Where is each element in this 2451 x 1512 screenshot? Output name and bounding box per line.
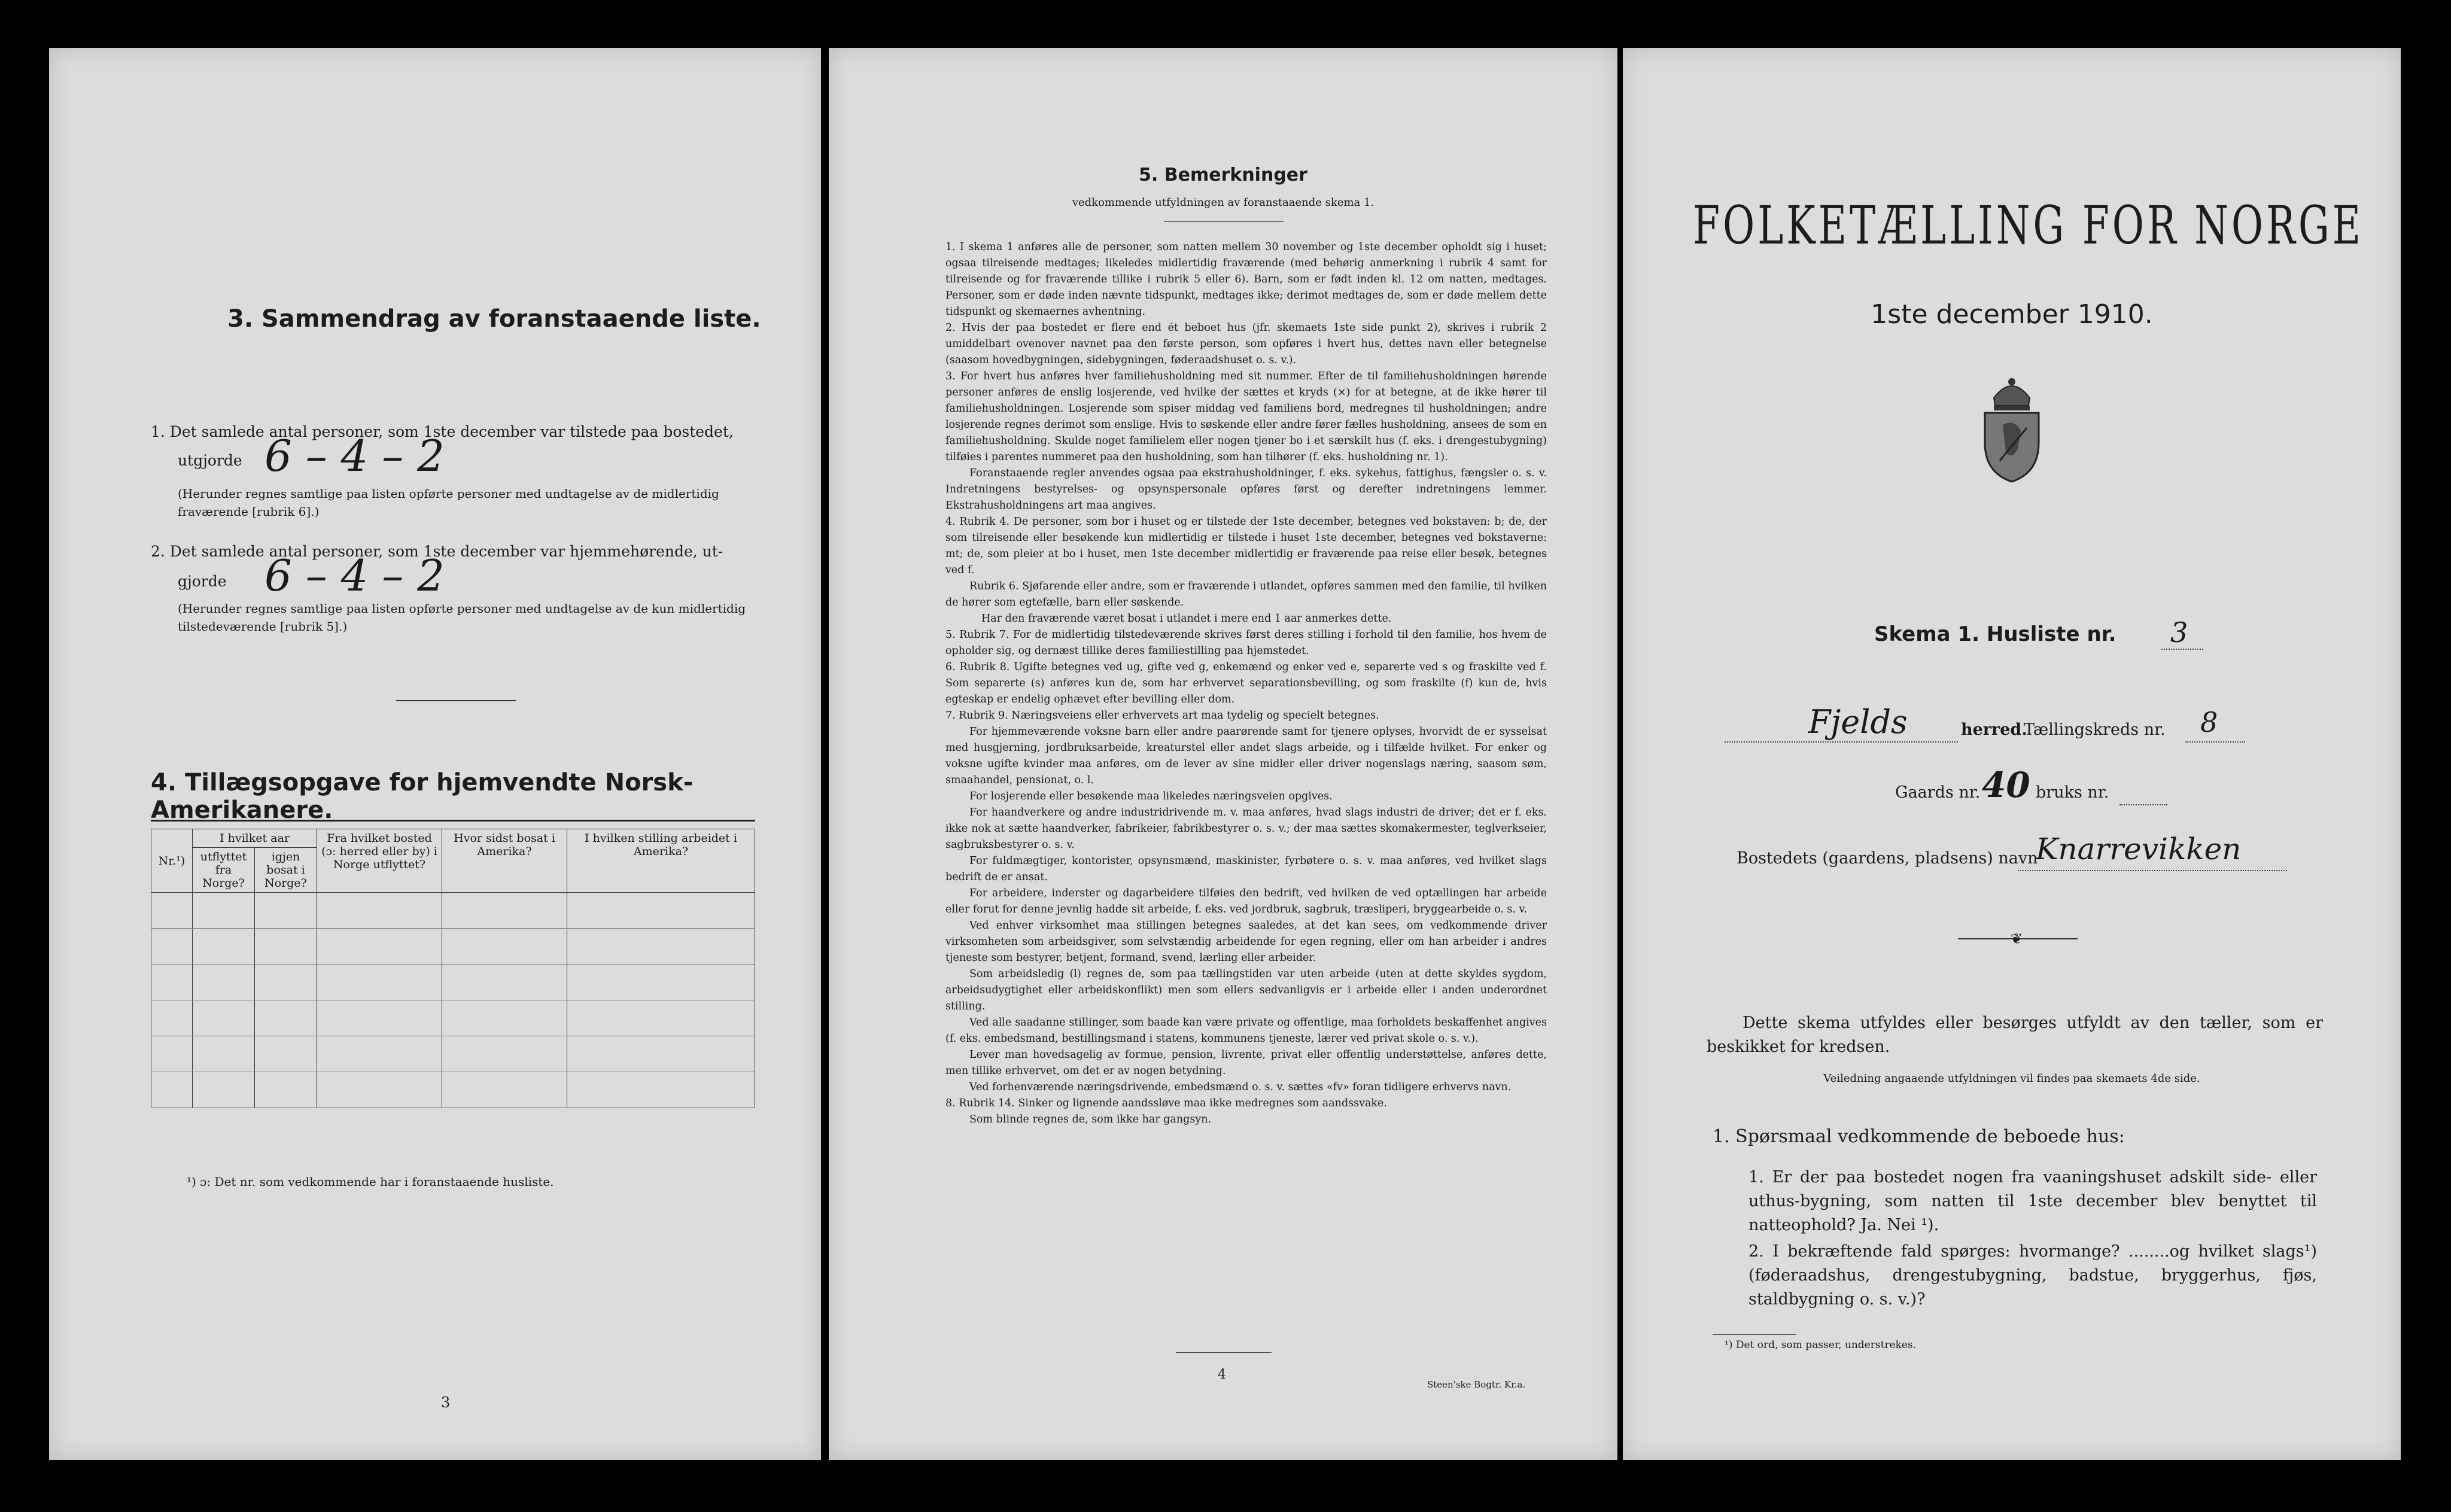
remark-4c: Har den fraværende været bosat i utlandet i mere end 1 aar anmerkes dette. xyxy=(981,613,1392,625)
table-row xyxy=(151,893,755,929)
remark-8b: Som blinde regnes de, som ikke har gangsyn. xyxy=(969,1114,1212,1125)
remark-4: 4. Rubrik 4. De personer, som bor i huset og er tilstede der 1ste december, betegnes ved bokstaven: b; de, der som tilreisende eller besøkende kun midlertidig er tilstede i huset 1ste december, betegnes ved bokstaverne: mt; de, som pleier at bo i huset, men 1ste december midlertidig er fraværende paa reise eller besøk, betegnes ved f. xyxy=(945,516,1547,576)
remark-7f: For arbeidere, inderster og dagarbeidere tilføies den bedrift, ved hvilken de ved optællingen har arbeide eller forut for denne jevnlig hadde sit arbeide, f. eks. ved jordbruk, sagbruk, træsliperi, bryggearbeide o. s. v. xyxy=(945,887,1547,915)
left-page xyxy=(49,48,821,1460)
table-footnote: ¹) ɔ: Det nr. som vedkommende har i foranstaaende husliste. xyxy=(187,1175,554,1189)
remark-7: 7. Rubrik 9. Næringsveiens eller erhvervets art maa tydelig og specielt betegnes. xyxy=(945,710,1379,722)
husliste-nr-value: 3 xyxy=(2170,616,2188,649)
item2-prefix: gjorde xyxy=(178,573,227,590)
item1-note: (Herunder regnes samtlige paa listen opførte personer med undtagelse av de midlertidig fraværende [rubrik 6].) xyxy=(178,486,719,519)
item1-prefix: utgjorde xyxy=(178,452,242,469)
census-date: 1ste december 1910. xyxy=(1871,299,2153,330)
remarks-subtitle: vedkommende utfyldningen av foranstaaende skema 1. xyxy=(1072,196,1374,209)
remark-1: 1. I skema 1 anføres alle de personer, som natten mellem 30 november og 1ste december opholdt sig i huset; ogsaa tilreisende medtages; likeledes midlertidig fraværende (med behørig anmerkning i rubrik 4 samt for tilreisende og for fraværende tillike i rubrik 5 eller 6). Barn, som er født inden kl. 12 om natten, medtages. Personer, som er døde inden nævnte tidspunkt, medtages ikke; derimot medtages de, som er døde mellem dette tidspunkt og skemaernes avhentning. xyxy=(945,241,1547,318)
remark-4b: Rubrik 6. Sjøfarende eller andre, som er fraværende i utlandet, opføres sammen med den familie, til hvilken de hører som egtefælle, barn eller søskende. xyxy=(945,580,1547,609)
divider xyxy=(396,700,516,701)
subtitle-rule xyxy=(1164,221,1284,222)
remark-6: 6. Rubrik 8. Ugifte betegnes ved ug, gifte ved g, enkemænd og enker ved e, separerte ved s og fraskilte ved f. Som separerte (s) anføres kun de, som har erhvervet separationsbevilling, og som fraskilte (f) kun de, hvis egteskap er endelig ophævet efter bevilling eller dom. xyxy=(945,661,1547,705)
col-utflyttet: utflyttet fra Norge? xyxy=(193,848,255,893)
bosted-value: Knarrevikken xyxy=(2036,832,2242,866)
page-number-mid: 4 xyxy=(1218,1367,1226,1382)
item2-note: (Herunder regnes samtlige paa listen opførte personer med undtagelse av de kun midlertidig tilstedeværende [rubrik 5].) xyxy=(178,601,746,634)
remark-3b: Foranstaaende regler anvendes ogsaa paa ekstrahusholdninger, f. eks. sykehus, fattighus, fængsler o. s. v. Indretningens bestyrelses- og opsynspersonale opføres først og derefter indretningens lemmer. Ekstrahusholdningens art maa angives. xyxy=(945,467,1547,512)
page-number-left: 3 xyxy=(441,1394,451,1411)
schema-label: Skema 1. Husliste nr. xyxy=(1874,622,2117,646)
census-title: FOLKETÆLLING FOR NORGE xyxy=(1693,194,2364,256)
remark-7e: For fuldmægtiger, kontorister, opsynsmænd, maskinister, fyrbøtere o. s. v. maa anføres, ved hvilket slags bedrift de er ansat. xyxy=(945,855,1547,883)
bruks-field xyxy=(2119,778,2167,805)
remark-5: 5. Rubrik 7. For de midlertidig tilstedeværende skrives først deres stilling i forhold til den familie, hos hvem de opholder sig, og dernæst tillike deres familiestilling paa hjemstedet. xyxy=(945,629,1547,657)
col-igjen-bosat: igjen bosat i Norge? xyxy=(255,848,317,893)
section3-title: 3. Sammendrag av foranstaaende liste. xyxy=(227,305,761,333)
remarks-body xyxy=(945,239,1547,1128)
remark-7k: Ved forhenværende næringsdrivende, embedsmænd o. s. v. sættes «fv» foran tidligere erhvervs navn. xyxy=(969,1081,1512,1093)
table-row xyxy=(151,1072,755,1108)
coat-of-arms-icon xyxy=(1976,371,2048,485)
herred-value: Fjelds xyxy=(1808,703,1908,741)
end-rule xyxy=(1176,1352,1272,1353)
bosted-label: Bostedets (gaardens, pladsens) navn xyxy=(1737,849,2038,868)
col-group-year: I hvilket aar xyxy=(193,829,317,848)
krets-label: Tællingskreds nr. xyxy=(2024,720,2166,739)
remark-7j: Lever man hovedsagelig av formue, pension, livrente, privat eller offentlig understøttelse, anføres dette, men tillike erhvervet, om det er av nogen betydning. xyxy=(945,1049,1547,1077)
table-row xyxy=(151,965,755,1000)
question1-2: 2. I bekræftende fald spørges: hvormange? ........og hvilket slags¹) (føderaadshus, drengestubygning, badstue, bryggerhus, fjøs, staldbygning o. s. v.)? xyxy=(1748,1242,2317,1309)
norsk-amerikaner-table xyxy=(151,829,755,1108)
section4-title: 4. Tillægsopgave for hjemvendte Norsk-Amerikanere. xyxy=(151,769,694,824)
remark-7c: For losjerende eller besøkende maa likeledes næringsveien opgives. xyxy=(969,790,1333,802)
table-row xyxy=(151,1036,755,1072)
item2-text: 2. Det samlede antal personer, som 1ste december var hjemmehørende, ut- xyxy=(151,543,723,560)
krets-value: 8 xyxy=(2200,706,2218,738)
middle-page xyxy=(829,48,1617,1460)
remark-7b: For hjemmeværende voksne barn eller andre paarørende samt for tjenere oplyses, hvorvidt de er sysselsat med husgjerning, jordbruksarbeide, kreaturstel eller andet slags arbeide, og i tilfælde hvilket. For enker og voksne ugifte kvinder maa anføres, om de lever av sine midler eller driver nogenslags næring, saasom søm, smaahandel, pensionat, o. l. xyxy=(945,726,1547,786)
remark-2: 2. Hvis der paa bostedet er flere end ét beboet hus (jfr. skemaets 1ste side punkt 2), skrives i rubrik 2 umiddelbart ovenover navnet paa den første person, som opføres i hvert hus, dettes navn eller betegnelse (saasom hovedbygningen, sidebygningen, føderaadshuset o. s. v.). xyxy=(945,322,1547,366)
table-row xyxy=(151,1000,755,1036)
ornament-icon: ❦ xyxy=(2011,930,2023,947)
remarks-title: 5. Bemerkninger xyxy=(1139,165,1307,185)
col-stilling: I hvilken stilling arbeidet i Amerika? xyxy=(567,829,755,893)
remark-7h: Som arbeidsledig (l) regnes de, som paa tællingstiden var uten arbeide (uten at dette skyldes sygdom, arbeidsudygtighet eller arbeidskonflikt) men som ellers sedvanligvis er i arbeide eller i anden underordnet stilling. xyxy=(945,968,1547,1012)
right-footnote: ¹) Det ord, som passer, understrekes. xyxy=(1725,1339,1917,1351)
table-top-rule xyxy=(151,820,755,822)
remark-7d: For haandverkere og andre industridrivende m. v. maa anføres, hvad slags industri de driver; det er f. eks. ikke nok at sætte haandverker, fabrikeier, fabrikbestyrer o. s. v.; der maa sættes skomakermester, teglverkseier, sagbruksbestyrer o. s. v. xyxy=(945,807,1547,851)
bruks-label: bruks nr. xyxy=(2036,783,2109,802)
remark-7g: Ved enhver virksomhet maa stillingen betegnes saaledes, at det kan sees, om vedkommende driver virksomheten som arbeidsgiver, som selvstændig arbeidende for egen regning, eller om han arbeider i andres tjeneste som bestyrer, betjent, formand, svend, lærling eller arbeider. xyxy=(945,920,1547,964)
col-amerika-bosted: Hvor sidst bosat i Amerika? xyxy=(442,829,567,893)
question1-title: 1. Spørsmaal vedkommende de beboede hus: xyxy=(1713,1126,2125,1147)
herred-label: herred. xyxy=(1961,720,2027,739)
question1-1: 1. Er der paa bostedet nogen fra vaaningshuset adskilt side- eller uthus-bygning, som natten til 1ste december blev benyttet til natteophold? Ja. Nei ¹). xyxy=(1748,1168,2317,1234)
printer-mark: Steen'ske Bogtr. Kr.a. xyxy=(1427,1379,1526,1390)
col-nr: Nr.¹) xyxy=(151,829,193,893)
remark-7i: Ved alle saadanne stillinger, som baade kan være private og offentlige, maa forholdets beskaffenhet angives (f. eks. embedsmand, bestillingsmand i statens, kommunens tjeneste, lærer ved privat skole o. s. v.). xyxy=(945,1017,1547,1045)
col-fra-bosted: Fra hvilket bosted (ɔ: herred eller by) i Norge utflyttet? xyxy=(317,829,442,893)
item1-value: 6 – 4 – 2 xyxy=(264,431,445,481)
item2-value: 6 – 4 – 2 xyxy=(264,550,445,601)
gaards-value: 40 xyxy=(1982,765,2030,805)
footnote-rule xyxy=(1713,1334,1796,1335)
right-page xyxy=(1623,48,2401,1460)
gaards-label: Gaards nr. xyxy=(1895,783,1981,802)
instruction-small: Veiledning angaaende utfyldningen vil findes paa skemaets 4de side. xyxy=(1823,1072,2200,1085)
table-row xyxy=(151,929,755,965)
remark-3: 3. For hvert hus anføres hver familiehusholdning med sit nummer. Efter de til familiehusholdningen hørende personer anføres de enslig losjerende, ved hvilke der sættes et kryds (×) for at betegne, at de ikke hører til familiehusholdningen. Losjerende som spiser middag ved familiens bord, medregnes til husholdningen; andre losjerende regnes derimot som enslige. Hvis to søskende eller andre fører fælles husholdning, ansees de som en familiehusholdning. Skulde noget familielem eller nogen tjener bo i et særskilt hus (f. eks. i drengestubygning) tilføies i parentes nummeret paa den husholdning, som han tilhører (f. eks. husholdning nr. 1). xyxy=(945,370,1547,463)
instruction-text: Dette skema utfyldes eller besørges utfyldt av den tæller, som er beskikket for kredsen. xyxy=(1707,1014,2323,1056)
remark-8: 8. Rubrik 14. Sinker og lignende aandssløve maa ikke medregnes som aandssvake. xyxy=(945,1097,1387,1109)
item1-text: 1. Det samlede antal personer, som 1ste december var tilstede paa bostedet, xyxy=(151,423,734,440)
